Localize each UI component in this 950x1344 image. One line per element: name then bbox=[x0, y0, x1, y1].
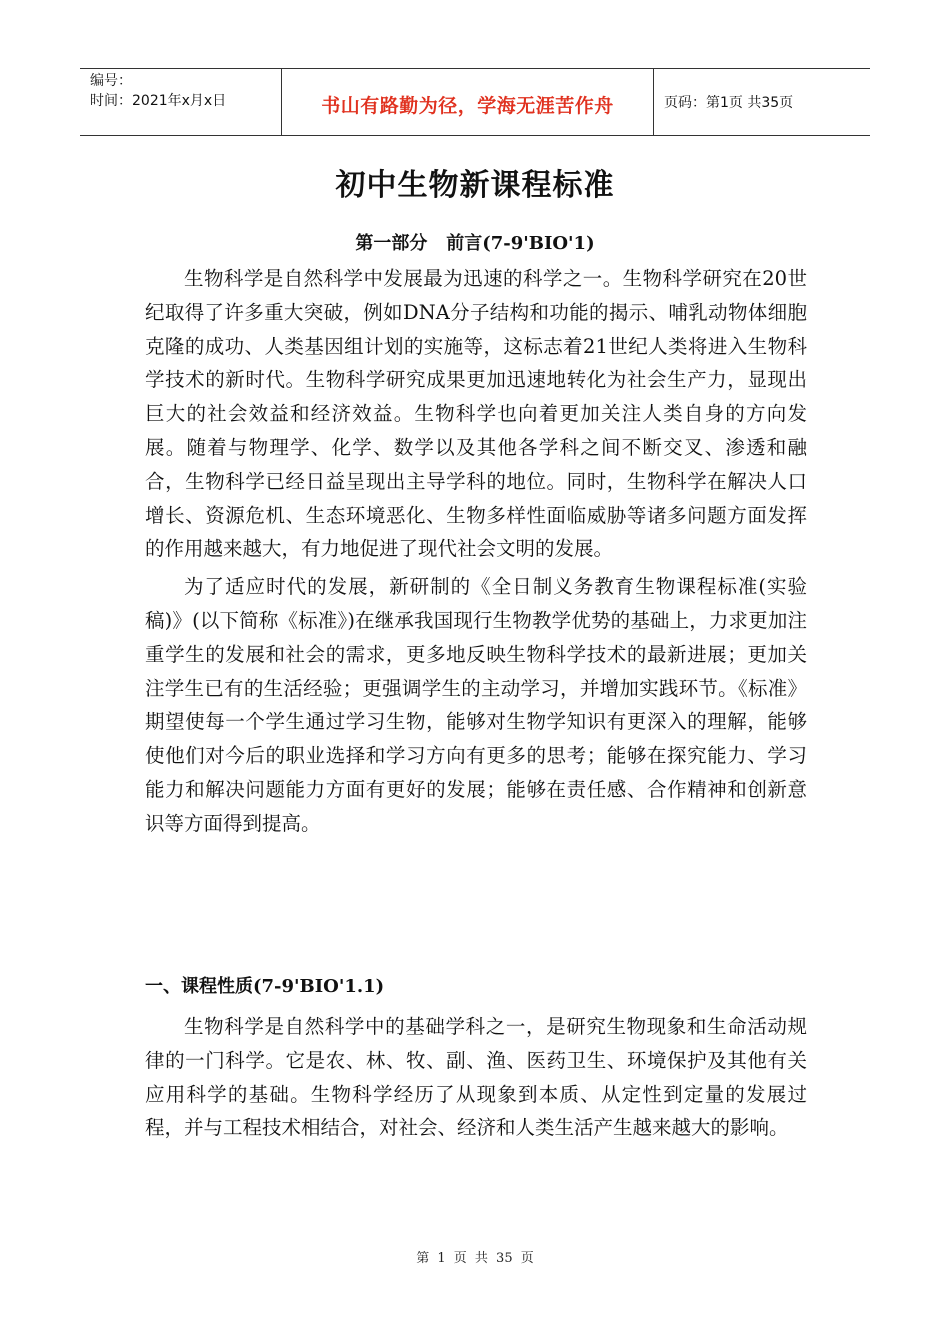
header-table bbox=[80, 68, 870, 136]
page-footer: 第 1 页 共 35 页 bbox=[416, 1251, 534, 1266]
paragraph: 生物科学是自然科学中的基础学科之一，是研究生物现象和生命活动规律的一门科学。它是农、林、牧、副、渔、医药卫生、环境保护及其他有关应用科学的基础。生物科学经历了从现象到本质、从定性到定量的发展过程，并与工程技术相结合，对社会、经济和人类生活产生越来越大的影响。 bbox=[145, 1015, 807, 1140]
preface-body bbox=[145, 262, 807, 841]
motto-text: 书山有路勤为径，学海无涯苦作舟 bbox=[321, 94, 614, 117]
header-page-cell bbox=[654, 69, 870, 135]
header-page-info: 页码：第1页 共35页 bbox=[664, 95, 794, 111]
document-title: 初中生物新课程标准 bbox=[335, 168, 615, 203]
paragraph: 为了适应时代的发展，新研制的《全日制义务教育生物课程标准(实验稿)》(以下简称《标准》)在继承我国现行生物教学优势的基础上，力求更加注重学生的发展和社会的需求，更多地反映生物科学技术的最新进展；更加关注学生已有的生活经验；更强调学生的主动学习，并增加实践环节。《标准》期望使每一个学生通过学习生物，能够对生物学知识有更深入的理解，能够使他们对今后的职业选择和学习方向有更多的思考；能够在探究能力、学习能力和解决问题能力方面有更好的发展；能够在责任感、合作精神和创新意识等方面得到提高。 bbox=[145, 575, 807, 835]
document-number-label: 编号： bbox=[90, 73, 132, 89]
document-date-label: 时间：2021年x月x日 bbox=[90, 93, 227, 109]
paragraph: 生物科学是自然科学中发展最为迅速的科学之一。生物科学研究在20世纪取得了许多重大突破，例如DNA分子结构和功能的揭示、哺乳动物体细胞克隆的成功、人类基因组计划的实施等，这标志着21世纪人类将进入生物科学技术的新时代。生物科学研究成果更加迅速地转化为社会生产力，显现出巨大的社会效益和经济效益。生物科学也向着更加关注人类自身的方向发展。随着与物理学、化学、数学以及其他各学科之间不断交叉、渗透和融合，生物科学已经日益呈现出主导学科的地位。同时，生物科学在解决人口增长、资源危机、生态环境恶化、生物多样性面临威胁等诸多问题方面发挥的作用越来越大，有力地促进了现代社会文明的发展。 bbox=[145, 267, 807, 561]
subsection-heading: 一、课程性质(7-9'BIO'1.1) bbox=[145, 976, 385, 997]
header-motto-cell bbox=[282, 69, 654, 135]
header-meta-cell bbox=[80, 69, 282, 135]
section-title: 第一部分 前言(7-9'BIO'1) bbox=[355, 233, 595, 254]
course-nature-section bbox=[145, 970, 807, 1145]
